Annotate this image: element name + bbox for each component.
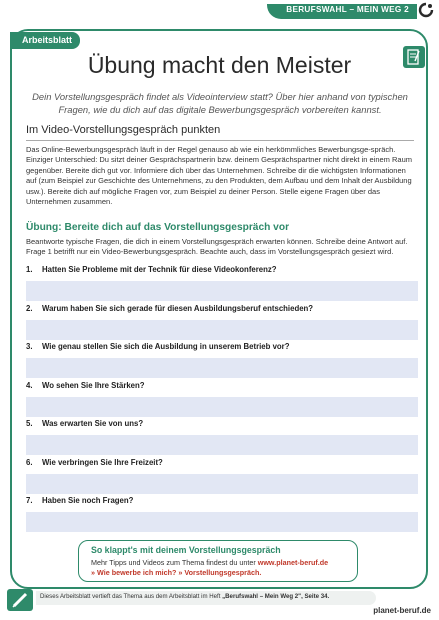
tip-text-lead: Mehr Tipps und Videos zum Thema findest du unter xyxy=(91,558,258,567)
question-item xyxy=(26,418,418,455)
question-item xyxy=(26,380,418,417)
tip-box xyxy=(78,540,358,582)
question-text: Haben Sie noch Fragen? xyxy=(42,496,134,505)
logo-icon xyxy=(418,2,434,20)
question-text: Warum haben Sie sich gerade für diesen Ausbildungsberuf entschieden? xyxy=(42,304,314,313)
question-number: 4. xyxy=(26,381,33,390)
answer-field[interactable] xyxy=(26,512,418,532)
section-divider xyxy=(26,140,414,141)
page-title: Übung macht den Meister xyxy=(87,52,352,78)
question-text: Was erwarten Sie von uns? xyxy=(42,419,144,428)
question-label xyxy=(26,418,418,429)
answer-field[interactable] xyxy=(26,320,418,340)
question-text: Hatten Sie Probleme mit der Technik für diese Videokonferenz? xyxy=(42,265,277,274)
question-number: 2. xyxy=(26,304,33,313)
question-label xyxy=(26,380,418,391)
tip-link-url[interactable]: www.planet-beruf.de xyxy=(257,558,329,567)
answer-field[interactable] xyxy=(26,281,418,301)
exercise-instructions: Beantworte typische Fragen, die dich in einem Vorstellungsgespräch erwarten können. Schreibe deine Antwort auf. Frage 1 betrifft nur ein Video-Bewerbungsgespräch. Beachte auch, dass im Vorstellungsgespräch gesiezt wird. xyxy=(26,237,408,257)
section-paragraph: Das Online-Bewerbungsgespräch läuft in der Regel genauso ab wie ein herkömmliches Bewerbungsge-spräch. Einziger Unterschied: Du sitzt deiner Gesprächspartnerin bzw. deinem Gesprächspartner nicht direkt in einem Raum gegenüber. Bereite dich gut vor. Informiere dich über das Unternehmen. Schreibe dir die wichtigsten Informationen auf (zum Beispiel zur Geschichte des Unternehmens, zu den Produkten, dem Aufbau und dem Inhalt der Ausbildung usw.). Bereite dich auf mögliche Fragen vor, zum Beispiel zu deiner Person. Stelle eigene Fragen über das Unternehmen zusammen. xyxy=(26,145,413,207)
question-item xyxy=(26,495,418,532)
answer-field[interactable] xyxy=(26,435,418,455)
section-heading: Im Video-Vorstellungsgespräch punkten xyxy=(26,124,221,136)
answer-field[interactable] xyxy=(26,358,418,378)
series-title: BERUFSWAHL – MEIN WEG 2 xyxy=(286,5,409,14)
question-text: Wo sehen Sie Ihre Stärken? xyxy=(42,381,145,390)
question-number: 1. xyxy=(26,265,33,274)
question-label xyxy=(26,264,418,275)
intro-text: Dein Vorstellungsgespräch findet als Videointerview statt? Über hier anhand von typischen Fragen, wie du dich auf das digitale Bewerbungsgespräch vorbereiten kannst. xyxy=(32,91,408,115)
footer-note-source: „Berufswahl – Mein Weg 2", Seite 34. xyxy=(222,593,330,600)
question-item xyxy=(26,341,418,378)
answer-field[interactable] xyxy=(26,397,418,417)
tip-text xyxy=(91,558,353,578)
question-text: Wie verbringen Sie Ihre Freizeit? xyxy=(42,458,163,467)
footer-note-lead: Dieses Arbeitsblatt vertieft das Thema aus dem Arbeitsblatt im Heft xyxy=(40,593,223,600)
question-label xyxy=(26,495,418,506)
question-number: 7. xyxy=(26,496,33,505)
pen-glyph xyxy=(7,589,33,611)
question-number: 6. xyxy=(26,458,33,467)
question-number: 3. xyxy=(26,342,33,351)
tip-heading: So klappt's mit deinem Vorstellungsgespräch xyxy=(91,545,281,555)
footer-url[interactable]: planet-beruf.de xyxy=(373,606,431,615)
header-bar xyxy=(0,0,439,26)
tip-link-path[interactable]: » Wie bewerbe ich mich? » Vorstellungsgespräch. xyxy=(91,568,262,577)
worksheet-tag: Arbeitsblatt xyxy=(14,32,80,49)
question-item xyxy=(26,457,418,494)
footer-note xyxy=(40,593,329,600)
pen-icon xyxy=(7,589,33,611)
exercise-heading: Übung: Bereite dich auf das Vorstellungsgespräch vor xyxy=(26,222,290,233)
question-item xyxy=(26,264,418,301)
question-text: Wie genau stellen Sie sich die Ausbildung in unserem Betrieb vor? xyxy=(42,342,290,351)
question-number: 5. xyxy=(26,419,33,428)
answer-field[interactable] xyxy=(26,474,418,494)
question-label xyxy=(26,457,418,468)
question-label xyxy=(26,303,418,314)
question-label xyxy=(26,341,418,352)
question-item xyxy=(26,303,418,340)
